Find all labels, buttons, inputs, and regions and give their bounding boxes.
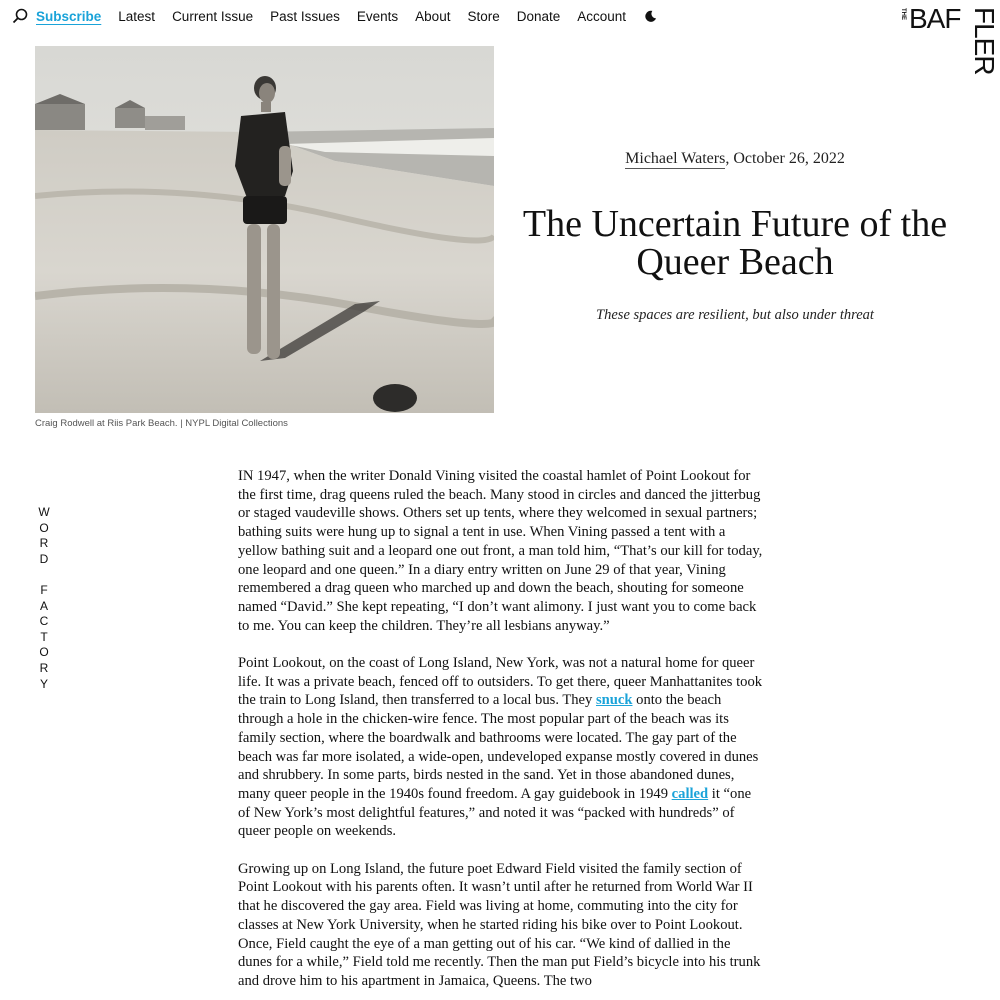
search-icon[interactable] (12, 7, 30, 25)
side-label-letter: D (39, 551, 49, 566)
side-label-letter: O (39, 645, 49, 660)
called-link[interactable]: called (671, 785, 709, 802)
nav-donate-link[interactable]: Donate (516, 8, 561, 24)
article-title: The Uncertain Future of the Queer Beach (522, 203, 948, 283)
nav-latest-link[interactable]: Latest (118, 8, 156, 24)
moon-icon[interactable] (644, 9, 658, 23)
article-body (238, 467, 766, 1000)
byline (530, 150, 940, 168)
logo-the: THE (900, 8, 906, 20)
hero-caption: Craig Rodwell at Riis Park Beach. | NYPL Digital Collections (35, 418, 288, 429)
side-label-letter (38, 567, 50, 583)
top-nav (0, 0, 900, 32)
section-label-word-factory[interactable] (38, 505, 50, 692)
paragraph-2: Point Lookout, on the coast of Long Island, New York, was not a natural home for queer life. It was a private beach, fenced off to outsiders. To get there, queer Manhattanites took the train to Long Island, then transferred to a local bus. They snuck onto the beach through a hole in the chicken-wire fence. The most popular part of the beach was its family section, where the boardwalk and bathrooms were located. The gay part of the beach was far more isolated, a wide-open, undeveloped expanse mostly covered in dunes and shrubbery. In some parts, birds nested in the sand. Yet in those abandoned dunes, many queer people in the 1940s found freedom. A gay guidebook in 1949 called it “one of New York’s most delightful features,” and noted it was “packed with hundreds” of queer people on weekends. (238, 655, 763, 840)
side-label-letter: O (39, 520, 49, 535)
paragraph-1: IN 1947, when the writer Donald Vining visited the coastal hamlet of Point Lookout for the first time, drag queens ruled the beach. Many stood in circles and danced the jitterbug or staged vaudeville shows. Others set up tents, where they welcomed in sexual partners; bathing suits were hung up to signal a tent in use. When Vining passed a tent with a yellow bathing suit and a leopard one out front, a man told him, “That’s our kill for today, one leopard and one queen.” In a diary entry written on June 29 of that year, Vining remembered a drag queen who marched up and down the beach, shouting for someone named “David.” She kept repeating, “I don’t want alimony. I just want you to come back to me. You can keep the children. They’re all lesbians anyway.” (238, 468, 763, 634)
snuck-link[interactable]: snuck (595, 692, 633, 709)
logo-baf: BAF (909, 3, 961, 34)
side-label-letter: Y (39, 676, 48, 691)
nav-about-link[interactable]: About (415, 8, 451, 24)
side-label-letter: F (40, 582, 48, 597)
nav-subscribe-link[interactable]: Subscribe (36, 8, 102, 24)
nav-current-issue-link[interactable]: Current Issue (172, 8, 254, 24)
nav-past-issues-link[interactable]: Past Issues (270, 8, 340, 24)
logo-fler: FLER (969, 7, 1000, 75)
side-label-letter: R (39, 660, 49, 675)
baffler-logo[interactable] (898, 5, 998, 90)
side-label-letter: C (39, 614, 49, 629)
side-label-letter: W (38, 505, 50, 519)
nav-store-link[interactable]: Store (467, 8, 500, 24)
article-dek: These spaces are resilient, but also under threat (596, 307, 874, 323)
side-label-letter: R (39, 536, 49, 551)
nav-account-link[interactable]: Account (577, 8, 627, 24)
nav-events-link[interactable]: Events (356, 8, 399, 24)
publish-date: , October 26, 2022 (725, 150, 845, 167)
hero-photo (35, 46, 494, 413)
paragraph-3: Growing up on Long Island, the future poet Edward Field visited the family section of Point Lookout with his parents often. It wasn’t until after he returned from World War II that he discovered the gay area. Field was living at home, commuting into the city for classes at New York University, when he started riding his bike over to Point Lookout. Once, Field caught the eye of a man getting out of his car. “We kind of dallied in the dunes for a while,” Field told me recently. Then the man put Field’s bicycle into his trunk and drove him to his apartment in Jamaica, Queens. The two (238, 860, 761, 989)
side-label-letter: A (39, 598, 48, 613)
side-label-letter: T (40, 629, 48, 644)
author-link[interactable]: Michael Waters (625, 150, 726, 167)
